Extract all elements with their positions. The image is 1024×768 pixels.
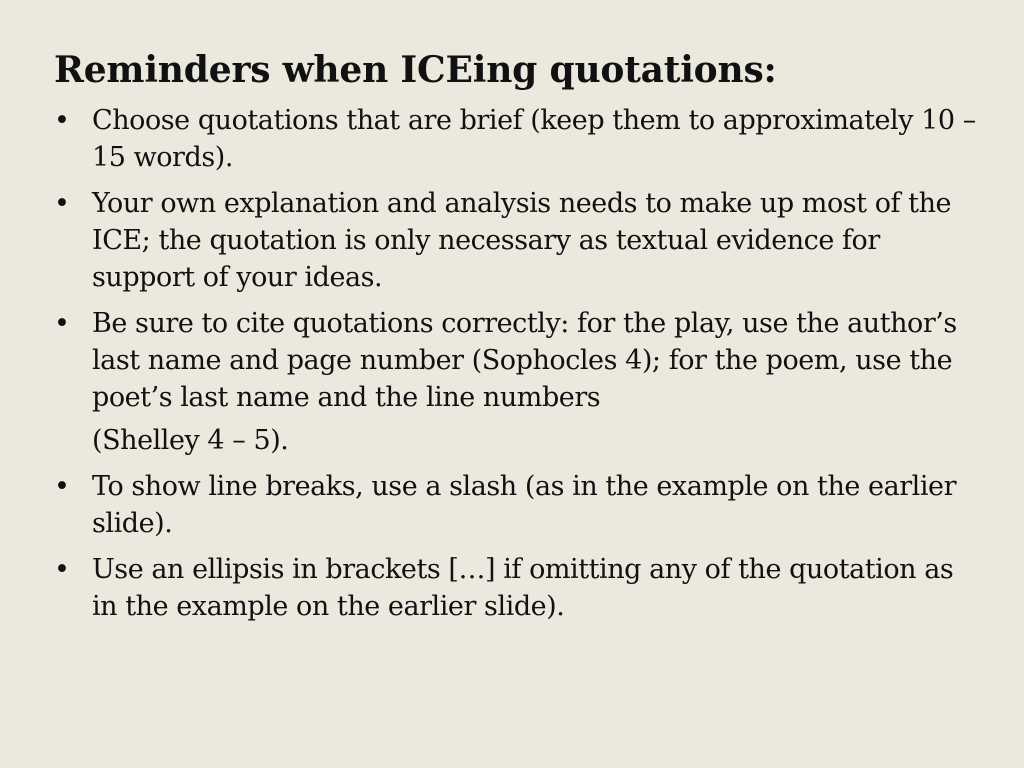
bullet-text: Be sure to cite quotations correctly: for the play, use the author’s last name and page number (Sophocles 4); for the poem, use the poet’s last name and the line numbers xyxy=(92,308,957,413)
bullet-continuation-text: (Shelley 4 – 5). xyxy=(92,425,289,456)
bullet-dot-icon: • xyxy=(54,308,70,339)
bullet-dot-icon: • xyxy=(54,105,70,136)
bullet-dot-icon: • xyxy=(54,188,70,219)
bullet-dot-icon: • xyxy=(54,471,70,502)
bullet-item-ellipsis xyxy=(54,551,984,625)
bullet-item-citations xyxy=(54,305,984,459)
bullet-text: Your own explanation and analysis needs to make up most of the ICE; the quotation is only necessary as textual evidence for support of your ideas. xyxy=(92,188,952,293)
bullet-item-own-analysis xyxy=(54,185,984,296)
slide-title: Reminders when ICEing quotations: xyxy=(54,49,777,91)
bullet-dot-icon: • xyxy=(54,554,70,585)
bullet-item-brief-quotations xyxy=(54,102,984,176)
bullet-text: To show line breaks, use a slash (as in the example on the earlier slide). xyxy=(92,471,957,539)
bullet-list xyxy=(54,102,984,634)
bullet-item-line-breaks xyxy=(54,468,984,542)
bullet-text: Use an ellipsis in brackets […] if omitting any of the quotation as in the example on the earlier slide). xyxy=(92,554,954,622)
bullet-text: Choose quotations that are brief (keep them to approximately 10 – 15 words). xyxy=(92,105,976,173)
